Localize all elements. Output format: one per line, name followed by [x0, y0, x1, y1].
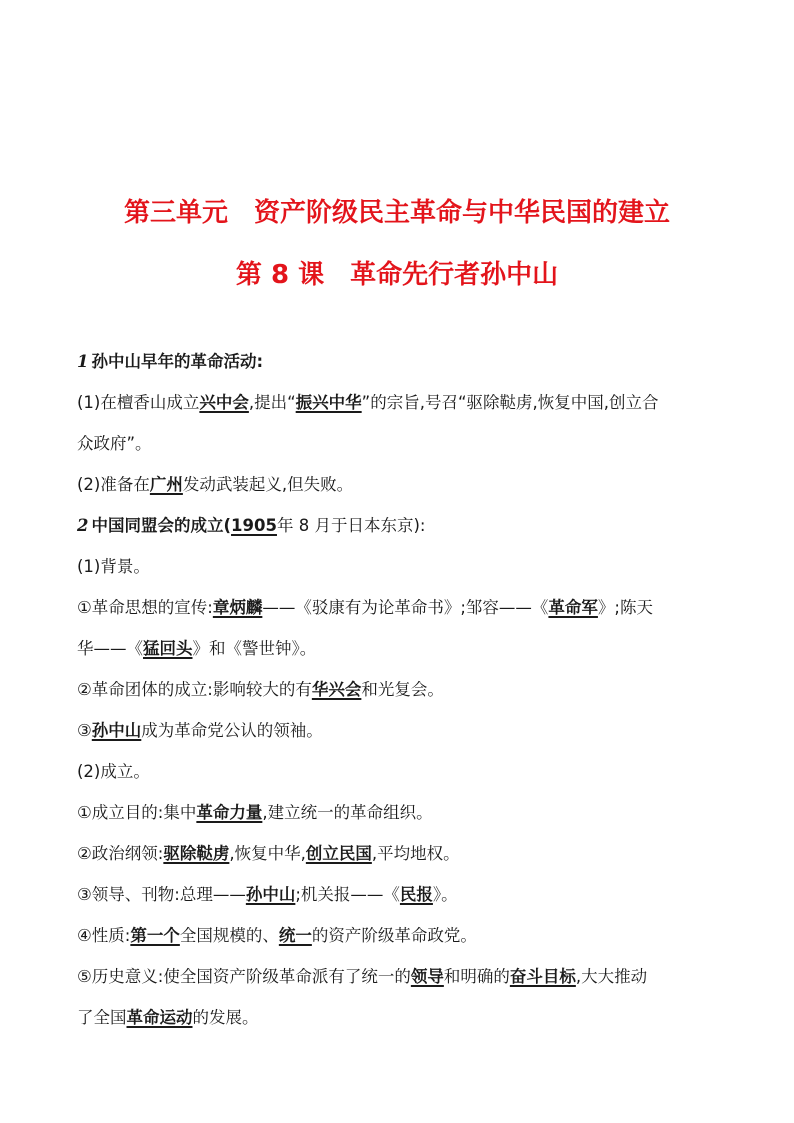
background-item-2	[77, 680, 727, 700]
text: ③领导、刊物:总理——	[77, 885, 246, 904]
text: 的资产阶级革命政党。	[311, 926, 477, 945]
key-term: 革命力量	[196, 803, 263, 822]
key-term: 革命军	[548, 598, 598, 617]
key-term: 孙中山	[91, 721, 142, 740]
text: ④性质:	[77, 926, 131, 945]
section-number: 2	[77, 516, 89, 535]
text: (2)准备在	[77, 475, 150, 494]
key-term: 广州	[149, 475, 183, 494]
text: 成为革命党公认的领袖。	[141, 721, 323, 740]
background-item-1-line-1	[77, 598, 727, 618]
background-item-1-line-2	[77, 639, 727, 659]
text: (1)背景。	[77, 557, 150, 576]
text: 发动武装起义,但失败。	[182, 475, 354, 494]
key-term: 孙中山	[245, 885, 296, 904]
text: ⑤历史意义:使全国资产阶级革命派有了统一的	[77, 967, 411, 986]
establishment-item-4	[77, 926, 727, 946]
key-term: 振兴中华	[295, 393, 362, 412]
text: ;机关报——《	[295, 885, 400, 904]
establishment-item-2	[77, 844, 727, 864]
text: ②政治纲领:	[77, 844, 164, 863]
text: ,平均地权。	[371, 844, 460, 863]
section-1-heading	[77, 352, 727, 372]
text: ,提出“	[248, 393, 296, 412]
key-term: 驱除鞑虏	[163, 844, 230, 863]
text: 全国规模的、	[179, 926, 279, 945]
paragraph-1-line-1	[77, 393, 727, 413]
key-term: 创立民国	[305, 844, 372, 863]
text: ”的宗旨,号召“驱除鞑虏,恢复中国,创立合	[361, 393, 659, 412]
section-heading-text: 中国同盟会的成立(	[91, 516, 232, 535]
establishment-item-1	[77, 803, 727, 823]
text: ③	[77, 721, 92, 740]
text: ,大大推动	[575, 967, 648, 986]
text: ②革命团体的成立:影响较大的有	[77, 680, 312, 699]
establishment-item-5-line-2	[77, 1008, 727, 1028]
text: ,建立统一的革命组织。	[262, 803, 433, 822]
text: ①成立目的:集中	[77, 803, 197, 822]
key-term: 革命运动	[126, 1008, 193, 1027]
paragraph-1-line-2	[77, 434, 727, 454]
text: ,恢复中华,	[229, 844, 306, 863]
background-label	[77, 557, 727, 577]
text: 》。	[432, 885, 458, 904]
key-term: 华兴会	[311, 680, 362, 699]
establishment-item-5-line-1	[77, 967, 727, 987]
key-term: 章炳麟	[212, 598, 263, 617]
section-heading-text: 年 8 月于日本东京):	[276, 516, 426, 535]
text: 和明确的	[443, 967, 510, 986]
key-term: 民报	[399, 885, 433, 904]
text: 》和《警世钟》。	[192, 639, 317, 658]
key-term: 兴中会	[199, 393, 249, 412]
text: (2)成立。	[77, 762, 150, 781]
key-term: 猛回头	[143, 639, 193, 658]
text: (1)在檀香山成立	[77, 393, 200, 412]
text: 了全国	[77, 1008, 127, 1027]
key-term: 第一个	[130, 926, 180, 945]
text: 众政府”。	[77, 434, 152, 453]
section-2-heading	[77, 516, 727, 536]
text: 的发展。	[192, 1008, 259, 1027]
text: ①革命思想的宣传:	[77, 598, 213, 617]
establishment-item-3	[77, 885, 727, 905]
text: 华——《	[77, 639, 143, 658]
paragraph-2	[77, 475, 727, 495]
key-term: 奋斗目标	[509, 967, 576, 986]
key-term: 统一	[278, 926, 312, 945]
key-term-year: 1905	[231, 516, 277, 535]
section-number: 1	[77, 352, 89, 371]
lesson-content	[77, 352, 727, 1049]
text: 和光复会。	[361, 680, 444, 699]
key-term: 领导	[410, 967, 444, 986]
text: 》;陈天	[597, 598, 653, 617]
text: ——《驳康有为论革命书》;邹容——《	[262, 598, 549, 617]
background-item-3	[77, 721, 727, 741]
unit-title: 第三单元 资产阶级民主革命与中华民国的建立	[123, 198, 670, 228]
lesson-title: 第 8 课 革命先行者孙中山	[235, 260, 559, 290]
establishment-label	[77, 762, 727, 782]
section-heading-text: 孙中山早年的革命活动:	[91, 352, 264, 371]
